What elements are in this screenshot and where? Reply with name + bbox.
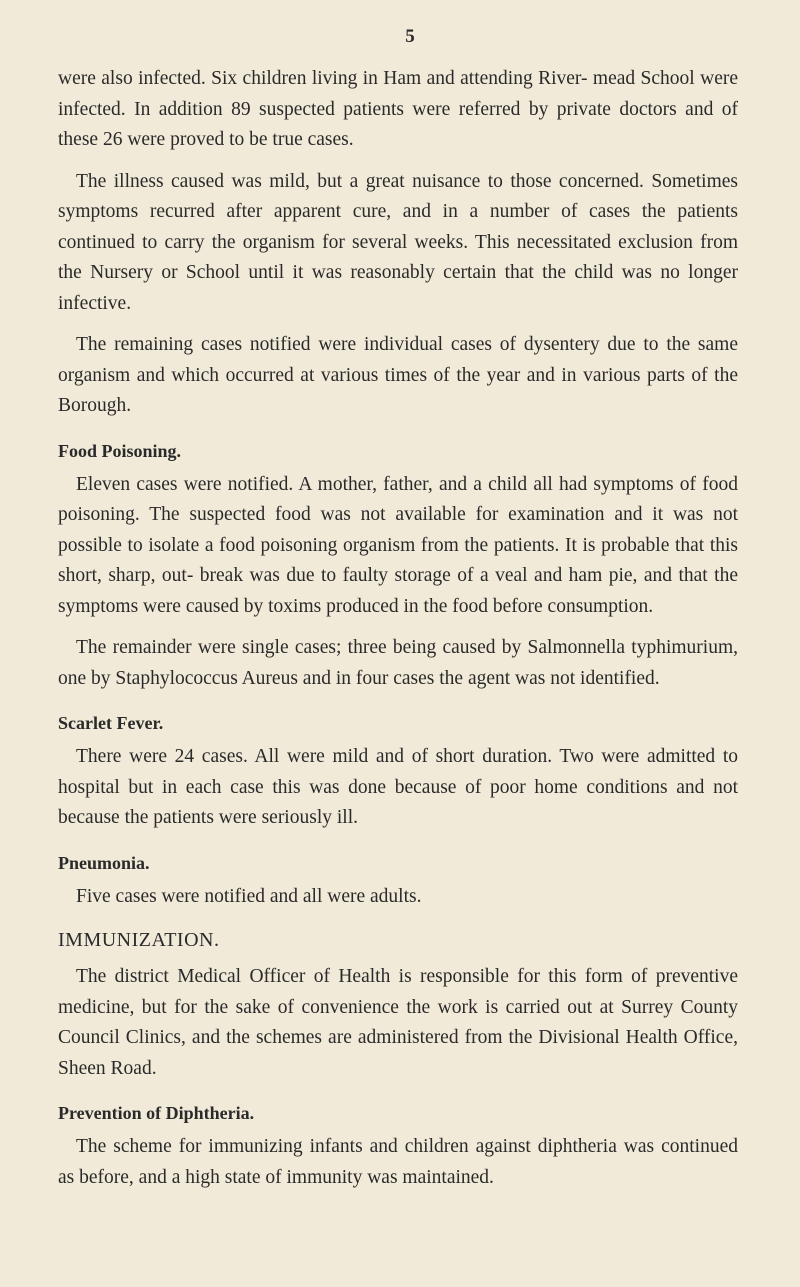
paragraph-immunization: The district Medical Officer of Health is responsible for this form of preventive medicine, but for the sake of convenience the work is carried out at Surrey County Council Clinics, and the schemes are administered from the Divisional Health Office, Sheen Road.	[58, 966, 738, 1079]
paragraph-scarlet-fever: There were 24 cases. All were mild and of short duration. Two were admitted to hospital but in each case this was done because of poor home conditions and not because the patients were seriously ill.	[58, 746, 738, 828]
page-number: 5	[405, 26, 415, 47]
paragraph-illness-mild: The illness caused was mild, but a great nuisance to those concerned. Sometimes symptoms recurred after apparent cure, and in a number of cases the patients continued to carry the organism for several weeks. This necessitated exclusion from the Nursery or School until it was reasonably certain that the child was no longer infective.	[58, 170, 738, 314]
paragraph-infected-children: were also infected. Six children living in Ham and attending River- mead School were infected. In addition 89 suspected patients were referred by private doctors and of these 26 were proved to be true cases.	[58, 68, 738, 150]
heading-food-poisoning: Food Poisoning.	[58, 440, 182, 461]
paragraph-pneumonia: Five cases were notified and all were adults.	[76, 885, 422, 907]
paragraph-food-poisoning-outbreak: Eleven cases were notified. A mother, father, and a child all had symptoms of food poisoning. The suspected food was not available for examination and it was not possible to isolate a food poisoning organism from the patients. It is probable that this short, sharp, out- break was due to faulty storage of a veal and ham pie, and that the symptoms were caused by toxims produced in the food before consumption.	[58, 473, 738, 617]
heading-scarlet-fever: Scarlet Fever.	[58, 713, 164, 733]
heading-immunization: IMMUNIZATION.	[58, 929, 220, 951]
paragraph-diphtheria: The scheme for immunizing infants and children against diphtheria was continued as before, and a high state of immunity was maintained.	[58, 1136, 738, 1188]
paragraph-food-poisoning-remainder: The remainder were single cases; three being caused by Salmonnella typhimurium, one by Staphylococcus Aureus and in four cases the agent was not identified.	[58, 637, 738, 689]
heading-pneumonia: Pneumonia.	[58, 852, 150, 873]
heading-prevention-of-diphtheria: Prevention of Diphtheria.	[58, 1103, 255, 1123]
paragraph-remaining-cases: The remaining cases notified were individual cases of dysentery due to the same organism and which occurred at various times of the year and in various parts of the Borough.	[58, 334, 738, 416]
